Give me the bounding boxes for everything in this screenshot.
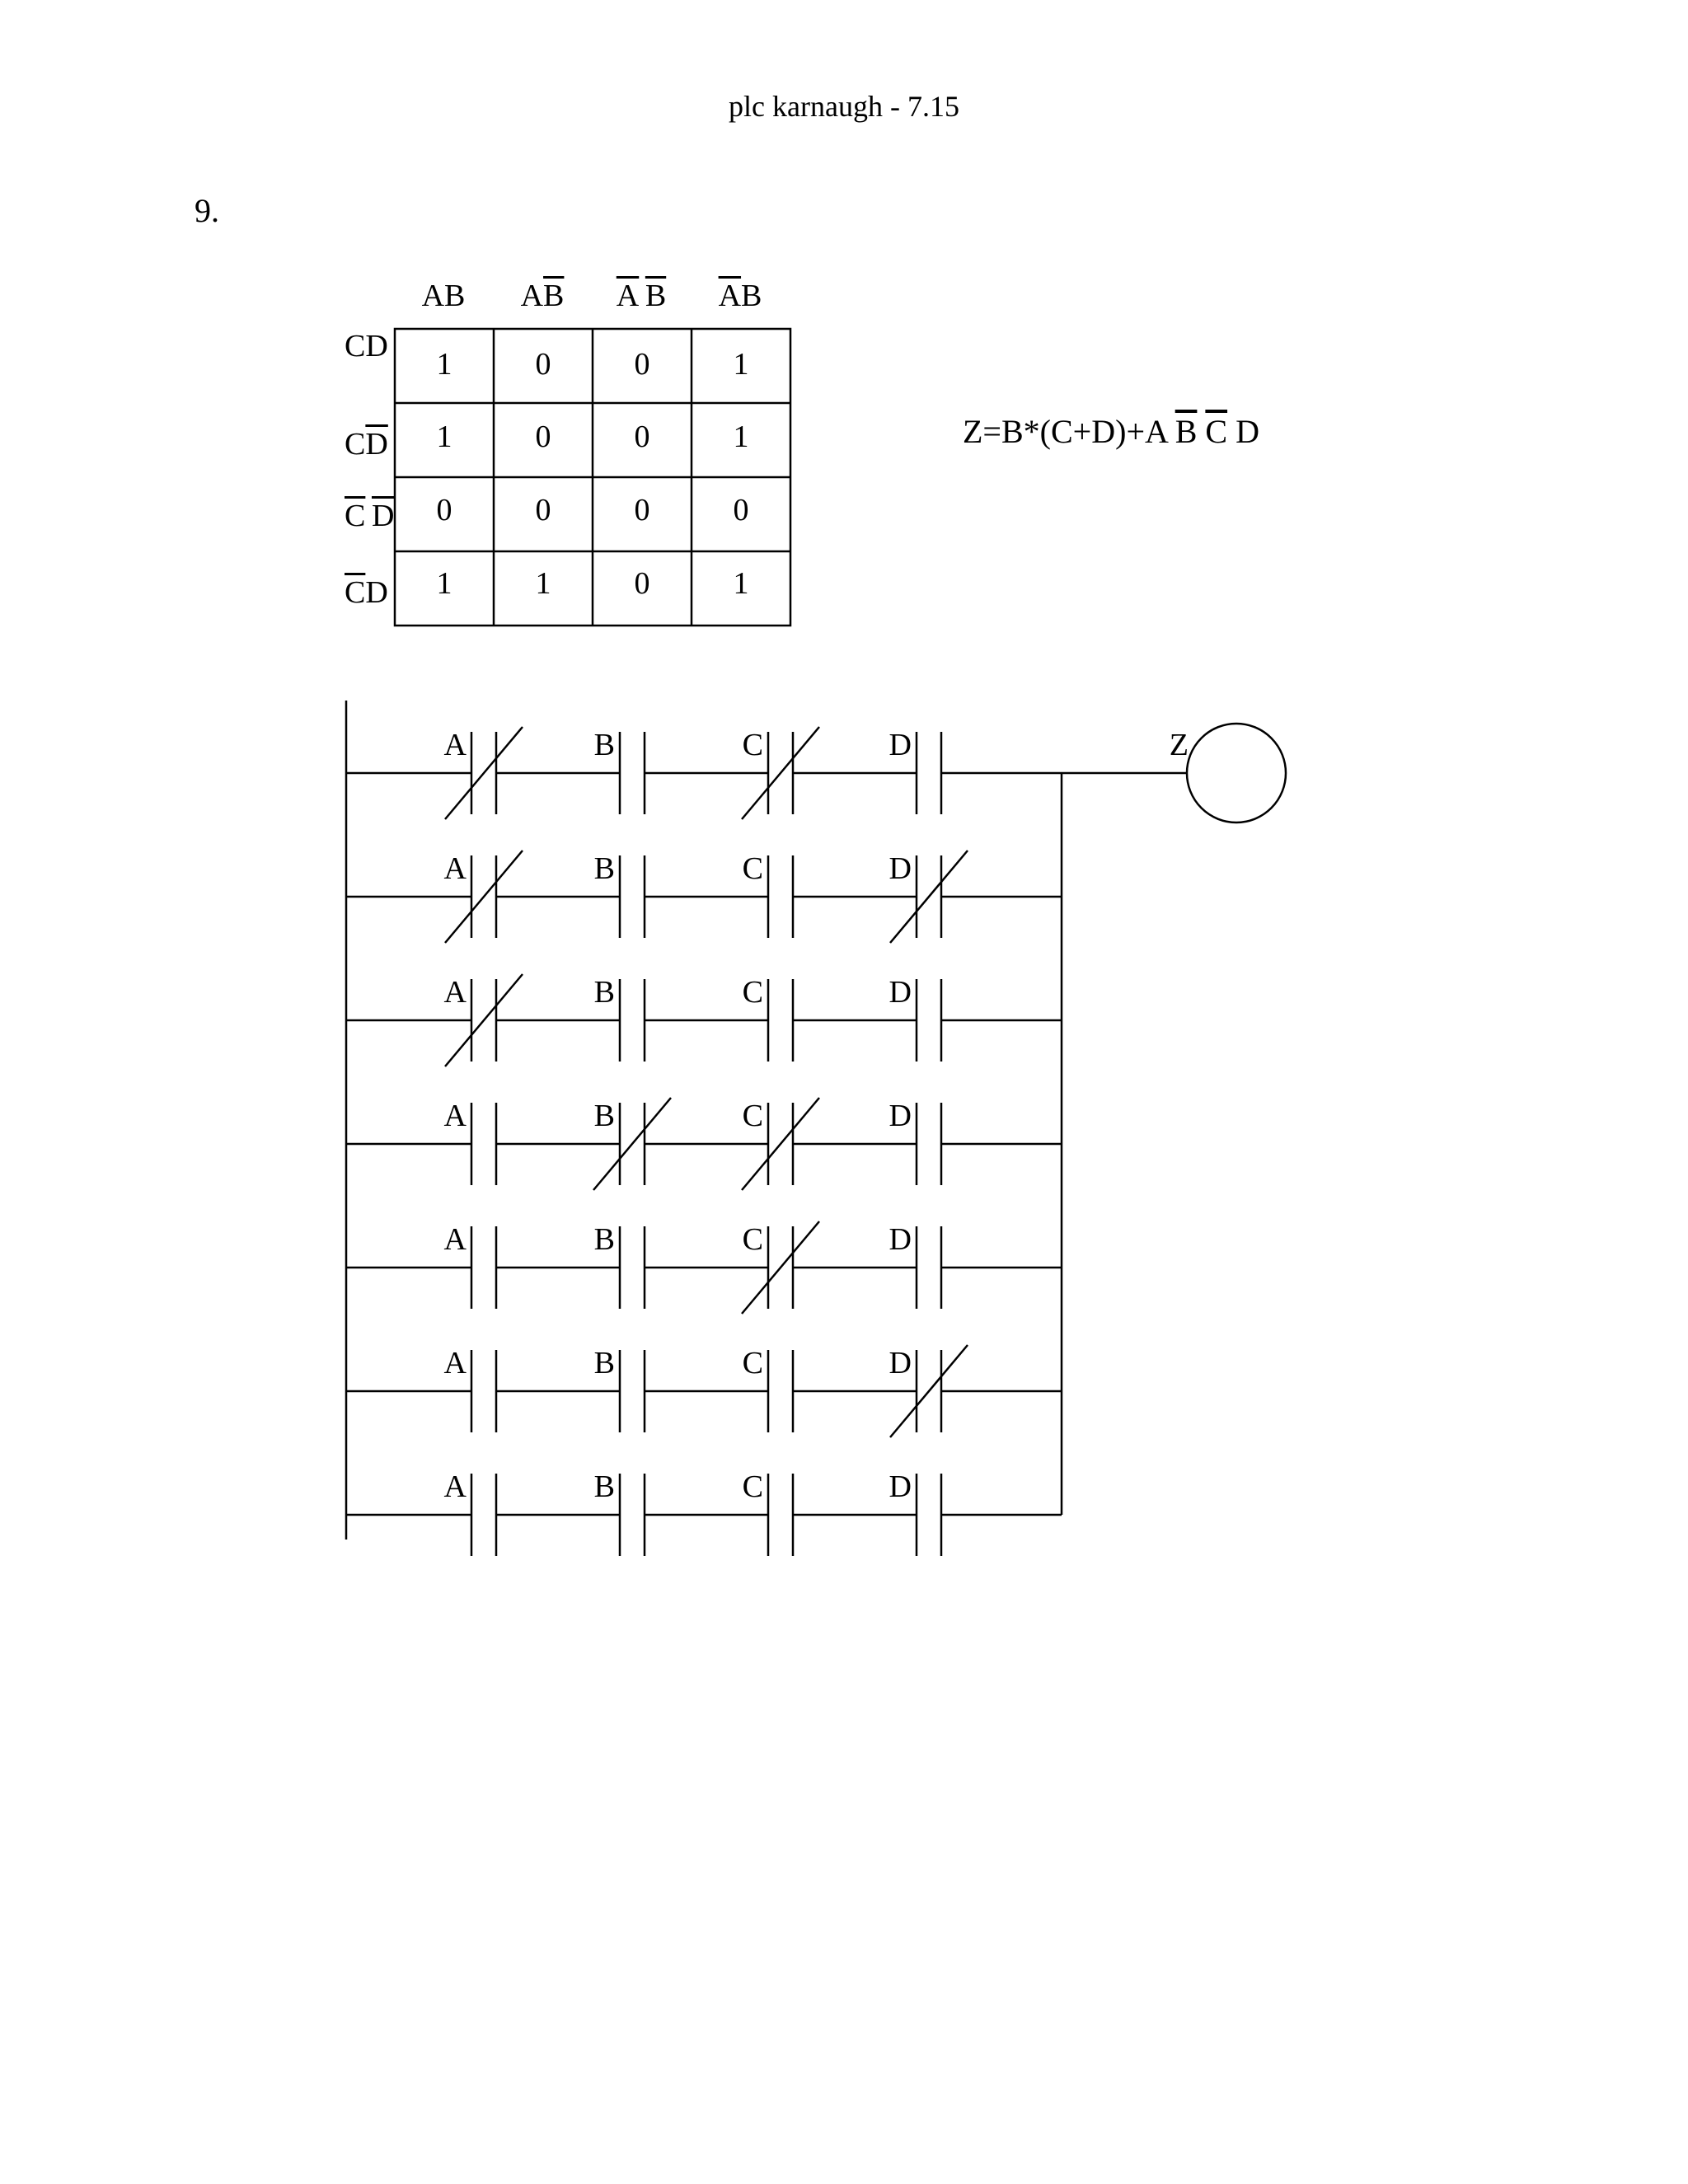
contact-label: D: [889, 1469, 912, 1504]
kmap-cell: 1: [436, 347, 452, 382]
question-number: 9.: [195, 192, 219, 229]
contact-label: C: [742, 728, 763, 762]
negated-variable: $\overline{B}$: [645, 279, 667, 313]
kmap-cell: 1: [733, 566, 749, 601]
variable-text: B: [741, 279, 762, 313]
kmap-cell: 1: [733, 419, 749, 454]
kmap-cell: 0: [733, 493, 749, 527]
variable-text: Z=B*(C+D)+A: [963, 413, 1175, 450]
kmap-cell: 0: [535, 419, 551, 454]
negated-variable: $\overline{B}$: [1175, 413, 1198, 450]
kmap-cell: 0: [634, 493, 650, 527]
contact-label: A: [443, 975, 467, 1010]
variable-text: A: [421, 279, 445, 313]
contact-label: D: [889, 975, 912, 1010]
negated-variable: $\overline{C}$: [345, 499, 366, 533]
contact-label: A: [443, 851, 467, 886]
contact-label: C: [742, 851, 763, 886]
contact-label: D: [889, 1222, 912, 1257]
kmap-cell: 1: [436, 566, 452, 601]
kmap-cell: 0: [535, 347, 551, 382]
contact-label: B: [593, 851, 615, 886]
contact-label: C: [742, 1222, 763, 1257]
kmap-cell: 1: [733, 347, 749, 382]
variable-text: D: [365, 575, 388, 610]
page-header: plc karnaugh - 7.15: [729, 90, 959, 123]
contact-label: D: [889, 851, 912, 886]
kmap-cell: 0: [634, 419, 650, 454]
contact-label: A: [443, 1469, 467, 1504]
contact-label: B: [593, 975, 615, 1010]
contact-label: D: [889, 1099, 912, 1133]
kmap-cell: 0: [535, 493, 551, 527]
contact-label: A: [443, 1346, 467, 1380]
variable-text: A: [520, 279, 544, 313]
contact-label: B: [593, 1099, 615, 1133]
kmap-cell: 0: [634, 566, 650, 601]
contact-label: B: [593, 1346, 615, 1380]
contact-label: D: [889, 1346, 912, 1380]
coil-label: Z: [1169, 728, 1189, 762]
negated-variable: $\overline{A}$: [616, 279, 640, 313]
kmap-cell: 1: [535, 566, 551, 601]
kmap-cell: 0: [634, 347, 650, 382]
negated-variable: $\overline{D}$: [371, 499, 395, 533]
negated-variable: $\overline{B}$: [543, 279, 565, 313]
negated-variable: $\overline{D}$: [365, 427, 388, 462]
contact-label: D: [889, 728, 912, 762]
contact-label: B: [593, 1222, 615, 1257]
variable-text: D: [365, 329, 388, 363]
variable-text: C: [345, 427, 366, 462]
variable-text: C: [345, 329, 366, 363]
contact-label: B: [593, 728, 615, 762]
contact-label: C: [742, 975, 763, 1010]
variable-text: D: [1227, 413, 1259, 450]
variable-text: B: [444, 279, 466, 313]
negated-variable: $\overline{C}$: [1205, 413, 1228, 450]
kmap-cell: 0: [436, 493, 452, 527]
contact-label: B: [593, 1469, 615, 1504]
contact-label: C: [742, 1099, 763, 1133]
output-coil: [1187, 724, 1286, 823]
contact-label: C: [742, 1469, 763, 1504]
negated-variable: $\overline{A}$: [718, 279, 742, 313]
contact-label: A: [443, 1099, 467, 1133]
kmap-cell: 1: [436, 419, 452, 454]
contact-label: A: [443, 1222, 467, 1257]
negated-variable: $\overline{C}$: [345, 575, 366, 610]
contact-label: A: [443, 728, 467, 762]
contact-label: C: [742, 1346, 763, 1380]
